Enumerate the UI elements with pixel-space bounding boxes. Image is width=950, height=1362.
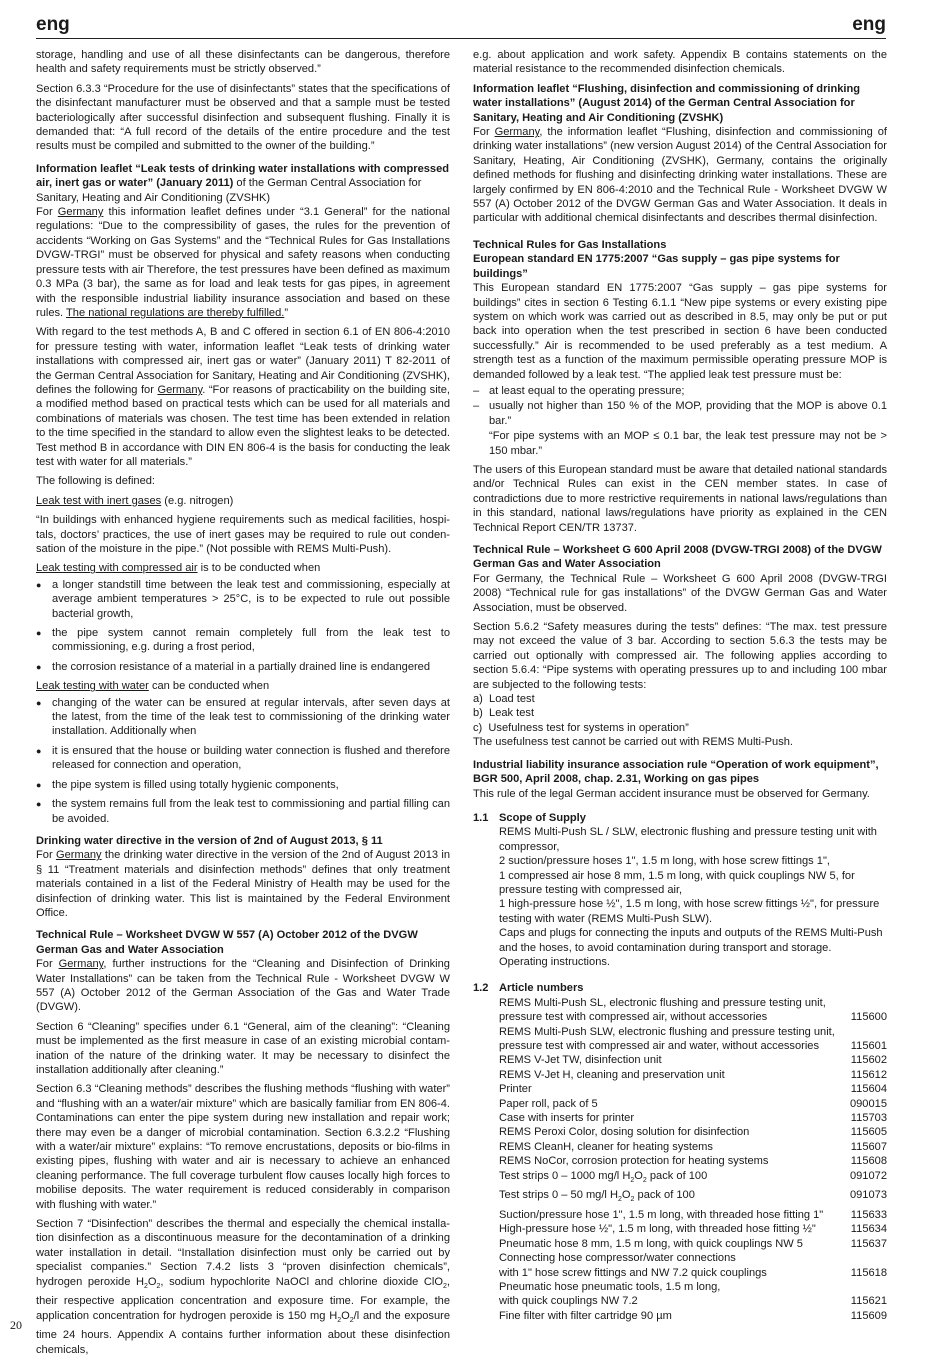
- article-name: Fine filter with filter cartridge 90 µm: [499, 1309, 672, 1322]
- list-item: a) Load test: [473, 693, 535, 706]
- article-row: [499, 1010, 887, 1024]
- article-name: with quick couplings NW 7.2: [499, 1295, 638, 1308]
- paragraph: storage, handling and use of all these disinfectants can be dangerous, therefore health and safety requirements must be strictly observed.”: [36, 49, 450, 76]
- section-heading-en1775: European standard EN 1775:2007 “Gas supply – gas pipe systems for buildings”: [473, 253, 840, 280]
- left-column: [36, 48, 450, 1362]
- article-number: 115600: [850, 1011, 887, 1024]
- paragraph: This European standard EN 1775:2007 “Gas supply – gas pipe systems for buildings” cites in section 6 Testing 6.1.1 “New pipe systems or every existing pipe system on which work was carried out as described in 8.5, may only be put or put back into operation when the test prescribed in section 6 have been conducted successfully.” Air is recommended to be used preferably as a test medium. A strength test as a function of the maximum permissible operating pressure MOP is demanded followed by a leak test. “The applied leak test pressure must be:: [473, 282, 887, 381]
- article-row: [499, 1237, 887, 1251]
- paragraph: Section 6.3.3 “Procedure for the use of disinfectants” states that the specifications of the disinfectant manufacturer must be observed and that a sample must be tested bacteriologically after successful disinfection and subsequent flushing. Finally it is demanded that: “A full record of the details of the entire procedure and the test results must be compiled and submitted to the owner of the building.”: [36, 82, 450, 153]
- article-row: [499, 1280, 887, 1294]
- article-row: [499, 1097, 887, 1111]
- article-number: 115634: [850, 1223, 887, 1236]
- article-row: Test strips 0 – 50 mg/l $H_2O_2$ pack of 100 091073: [499, 1189, 887, 1204]
- paragraph: The following is defined:: [36, 475, 156, 488]
- article-number: 115607: [850, 1140, 887, 1153]
- article-name: pressure test with compressed air and water, without accessories: [499, 1040, 820, 1052]
- article-number: 115621: [850, 1295, 887, 1308]
- test-list: [473, 692, 887, 735]
- header-language-right: eng: [852, 14, 886, 35]
- article-row: [499, 1251, 887, 1265]
- paragraph: With regard to the test methods A, B and C offered in section 6.1 of EN 806-4:2010 for pressure testing with water, information leaflet “Leak tests of drinking water installations with compressed air, inert gas or water” (January 2011) T 82-2011 of the German Central Association for Sanitary, Heating and Air Conditioning (ZVSHK), defines the following for Germany. “For reasons of practicability on the building site, a modified method based on practical tests which can be used for all materials and combinations of materials was chosen. The test time has been extended in relation to the time specified in the standard to allow even the slightest leaks to be detected. Test method B in accordance with DIN EN 806-4 is the basis for conducting the leak test with water for all materials.”: [36, 326, 451, 468]
- article-number: [849, 1025, 887, 1039]
- list-item: ● the pipe system cannot remain completely full from the leak test to commissioning, e.g. during a frost period,: [36, 626, 450, 655]
- article-name: REMS Peroxi Color, dosing solution for disinfection: [499, 1126, 750, 1139]
- paragraph: The users of this European standard must be aware that detailed national standards and/or Technical Rules can exist in the CEN member states. In case of contradictions due to more restrictive requirements in national laws/regulations than in this standard, national laws/regulations have priority as explained in the CEN Technical Report CEN/TR 13737.: [473, 463, 887, 534]
- section-title: Article numbers: [499, 982, 584, 995]
- list-item: – usually not higher than 150 % of the MOP, providing that the MOP is above 0.1 bar.”: [473, 399, 887, 428]
- article-number: 115602: [850, 1054, 887, 1067]
- section-number: 1.2: [473, 982, 489, 995]
- bullet-list-water: [36, 696, 450, 826]
- paragraph: The usefulness test cannot be carried out with REMS Multi-Push.: [473, 736, 794, 749]
- article-row: [499, 1266, 887, 1280]
- article-name: pressure test with compressed air, without accessories: [499, 1011, 768, 1024]
- list-item: c) Usefulness test for systems in operation”: [473, 721, 689, 734]
- article-name: High-pressure hose ½", 1.5 m long, with threaded hose fitting ½": [499, 1223, 816, 1236]
- article-number: 115609: [850, 1309, 887, 1322]
- section-title: Scope of Supply: [499, 811, 586, 824]
- list-item: REMS Multi-Push SL / SLW, electronic flushing and pressure testing unit with compressor,: [499, 826, 877, 853]
- paragraph: For Germany this information leaflet defines under “3.1 General” for the national regulations: “Due to the compressibility of gases, the rules for the prevention of accidents “Working on Gas Systems” and the “Technical Rules for Gas Installations DVGW-TRGI” must be observed for physical and safety reasons when conducting pressure tests with air Therefore, the test pressures have been defined as maximum 0.3 MPa (3 bar), the same as for load and leak tests for gas pipes, in agreement with the responsible industrial liability insurance association and based on these rules. The national regulations are thereby fulfilled.”: [36, 206, 450, 319]
- article-row: [499, 1039, 887, 1053]
- article-number: 115703: [850, 1112, 887, 1125]
- header-rule: [36, 38, 886, 39]
- article-number: 115633: [850, 1208, 887, 1221]
- paragraph: Leak testing with water can be conducted when: [36, 680, 270, 693]
- article-number: [849, 1280, 887, 1294]
- article-row: Test strips 0 – 1000 mg/l $H_2O_2$ pack of 100 091072: [499, 1169, 887, 1184]
- page-number: 20: [10, 1318, 22, 1332]
- section-heading-drinking-water-directive: Drinking water directive in the version of 2nd of August 2013, § 11: [36, 834, 383, 847]
- paragraph: For Germany, further instructions for the “Cleaning and Disinfection of Drinking Water Installations” can be taken from the Technical Rule - Worksheet DVGW W 557 (A) October 2012 of the German Association of the Gas and Water Trade (DVGW).: [36, 958, 450, 1014]
- paragraph: Leak testing with compressed air is to be conducted when: [36, 562, 321, 575]
- article-row: [499, 1025, 887, 1039]
- article-list: [499, 1208, 887, 1323]
- article-row: [499, 1068, 887, 1082]
- article-number: 115605: [850, 1126, 887, 1139]
- article-number: [849, 996, 887, 1010]
- paragraph: “For pipe systems with an MOP ≤ 0.1 bar, the leak test pressure may not be > 150 mbar.”: [489, 430, 887, 457]
- section-number: 1.1: [473, 811, 489, 824]
- list-item: ● changing of the water can be ensured at regular intervals, after seven days at the latest, from the time of the leak test to commissioning of the drinking water installation. Additionally when: [36, 696, 450, 739]
- section-heading-w557: Technical Rule – Worksheet DVGW W 557 (A) October 2012 of the DVGW German Gas and Water Association: [36, 929, 418, 956]
- article-name: Printer: [499, 1083, 532, 1096]
- article-row: [499, 1111, 887, 1125]
- article-number: 115618: [850, 1266, 887, 1279]
- article-name: Case with inserts for printer: [499, 1112, 635, 1125]
- article-number: [849, 1251, 887, 1265]
- article-number: 115608: [850, 1155, 887, 1168]
- article-name: REMS CleanH, cleaner for heating systems: [499, 1140, 713, 1153]
- article-name: REMS V-Jet TW, disinfection unit: [499, 1054, 662, 1067]
- list-item: 2 suction/pressure hoses 1", 1.5 m long, with hose screw fittings 1",: [499, 855, 830, 868]
- article-row: [499, 1154, 887, 1168]
- article-number: 090015: [849, 1097, 887, 1110]
- list-item: b) Leak test: [473, 707, 535, 720]
- section-heading-gas-rules: Technical Rules for Gas Installations: [473, 238, 667, 251]
- article-name: Pneumatic hose 8 mm, 1.5 m long, with quick couplings NW 5: [499, 1237, 803, 1250]
- article-number: 115612: [850, 1068, 887, 1081]
- paragraph: This rule of the legal German accident insurance must be observed for Germany.: [473, 787, 870, 800]
- paragraph: Section 6 “Cleaning” specifies under 6.1 “General, aim of the cleaning”: “Cleaning must be implemented as the first measure in case of an existing microbial contamination of the nature of the drinking water. It may be necessary to disinfect the installation additionally after cleaning.”: [36, 1020, 450, 1076]
- article-row: [499, 1309, 887, 1323]
- article-number: 115637: [850, 1237, 887, 1250]
- paragraph: Section 7 “Disinfection” describes the thermal and especially the chemical installation disinfection as a discontinuous measure for the decontamination of a drinking water installation in detail. “Installation disinfection must only be carried out by specialist companies.” Section 7.4.2 lists 3 “proven disinfection chemicals”, hydrogen peroxide $H_2O_2$, sodium hypochlorite NaOCl and chlorine dioxide ClO$_2$, their respective application concentration and exposure time. For example, the application concentration for hydrogen peroxide is 150 mg $H_2O_2/l$ and the exposure time 24 hours. Appendix A contains further information about these disinfection chemicals,: [36, 1218, 450, 1356]
- article-row: [499, 1208, 887, 1222]
- article-row: [499, 1125, 887, 1139]
- article-numbers-section: [473, 981, 887, 1323]
- article-list: [499, 996, 887, 1169]
- section-heading-g600: Technical Rule – Worksheet G 600 April 2008 (DVGW-TRGI 2008) of the DVGW German Gas and Water Association: [473, 544, 882, 571]
- list-item: ● the pipe system is filled using totally hygienic components,: [36, 778, 450, 792]
- right-column: [473, 48, 887, 1323]
- article-name: REMS Multi-Push SLW, electronic flushing and pressure testing unit,: [499, 1025, 835, 1038]
- paragraph: e.g. about application and work safety. Appendix B contains statements on the material resistance to the recommended disinfection chemicals.: [473, 49, 887, 76]
- list-item: ● a longer standstill time between the leak test and commissioning, especially at average ambient temperatures > 25°C, is to be expected to rule out possible bacterial growth,: [36, 578, 450, 621]
- list-item: ● the corrosion resistance of a material in a partially drained line is endangered: [36, 660, 450, 674]
- list-item: ● it is ensured that the house or building water connection is flushed and therefore released for connection and operation,: [36, 744, 450, 773]
- bullet-list-compressed-air: [36, 578, 450, 674]
- article-row: [499, 1082, 887, 1096]
- section-heading-leak-tests: Information leaflet “Leak tests of drinking water installations with compressed air, inert gas or water” (January 2011) of the German Central Association for Sanitary, Heating and Air Conditioning (ZVSHK): [36, 162, 450, 204]
- list-item: Operating instructions.: [499, 955, 610, 968]
- article-row: [499, 1140, 887, 1154]
- article-name: Suction/pressure hose 1", 1.5 m long, with threaded hose fitting 1": [499, 1208, 824, 1221]
- article-name: Pneumatic hose pneumatic tools, 1.5 m long,: [499, 1280, 721, 1293]
- paragraph: “In buildings with enhanced hygiene requirements such as medical facilities, hospitals, doctors’ practices, the use of inert gases may be required to rule out condensation of the moisture in the pipe.” (Not possible with REMS Multi-Push).: [36, 514, 450, 555]
- article-row: [499, 996, 887, 1010]
- article-number: 115604: [850, 1083, 887, 1096]
- section-heading-flushing-leaflet: Information leaflet “Flushing, disinfection and commissioning of drinking water installations” (August 2014) of the German Central Association for Sanitary, Heating and Air Conditioning (ZVSHK): [473, 82, 861, 124]
- scope-of-supply-section: [473, 811, 887, 969]
- section-heading-bgr500: Industrial liability insurance association rule “Operation of work equipment”, BGR 500, April 2008, chap. 2.31, Working on gas pipes: [473, 758, 879, 786]
- list-item: 1 high-pressure hose ½", 1.5 m long, with hose screw fittings ½", for pressure testing with water (REMS Multi-Push SLW).: [499, 898, 880, 925]
- article-name: REMS Multi-Push SL, electronic flushing and pressure testing unit,: [499, 996, 826, 1009]
- paragraph: Leak test with inert gases (e.g. nitrogen): [36, 494, 234, 507]
- paragraph: For Germany, the information leaflet “Flushing, disinfection and commissioning of drinking water installations” (new version August 2014) of the Central Association for Sanitary, Heating, Air Conditioning (ZVSHK), Germany, contains the originally defined methods for flushing and disinfecting drinking water installations. These are largely confirmed by EN 806-4:2010 and the Technical Rule - Worksheet DVGW W 557 (A) October 2012 of the DVGW German Gas and Water Association. It deals in particular with additional chemical disinfectants and describes thermal disinfection.: [473, 126, 887, 225]
- paragraph: Section 5.6.2 “Safety measures during the tests” defines: “The max. test pressure may not exceed the value of 3 bar. According to section 5.6.3 the tests may be carried out optionally with compressed air. The following applies according to section 5.6.4: “Pipe systems with operating pressures up to and including 100 mbar are subjected to the following tests:: [473, 621, 887, 691]
- list-item: ● the system remains full from the leak test to commissioning and partial filling can be avoided.: [36, 797, 450, 826]
- article-row: [499, 1294, 887, 1308]
- article-row: [499, 1053, 887, 1067]
- list-item: Caps and plugs for connecting the inputs and outputs of the REMS Multi-Push and the hoses, to avoid contamination during transport and storage.: [499, 927, 883, 954]
- paragraph: For Germany, the Technical Rule – Worksheet G 600 April 2008 (DVGW-TRGI 2008) “Technical rule for gas installations” of the DVGW German Gas and Water Association, must be observed.: [473, 572, 887, 614]
- paragraph: Section 6.3 “Cleaning methods” describes the flushing methods “flushing with water” and “flushing with an a water/air mixture” which are basically familiar from EN 806-4. Contaminations can enter the pipe system during new installation and repair work; there may even be a danger of microbial contamination. Section 6.3.2.2 “Flushing with a water/air mixture” explains: “To remove encrustations, deposits or bio-films in existing pipes, flushing with water and air is necessary to achieve an enhanced cleaning performance. The full coverage turbulent flow causes locally high forces to mobilise deposits. The water requirement is reduced considerably in comparison with flushing with water.”: [36, 1083, 450, 1211]
- article-name: with 1" hose screw fittings and NW 7.2 quick couplings: [499, 1266, 767, 1279]
- list-item: – at least equal to the operating pressure;: [473, 384, 887, 398]
- paragraph: For Germany the drinking water directive in the version of the 2nd of August 2013 in § 11 “Treatment materials and disinfection methods” defines that only treatment materials contained in a list of the Federal Ministry of Health may be used for the disinfection of drinking water. This list is maintained by the Federal Environment Office.: [36, 849, 450, 919]
- list-item: 1 compressed air hose 8 mm, 1.5 m long, with quick couplings NW 5, for pressure testing with compressed air,: [499, 869, 855, 896]
- article-name: Connecting hose compressor/water connections: [499, 1252, 736, 1265]
- article-name: Paper roll, pack of 5: [499, 1097, 598, 1110]
- article-number: 115601: [850, 1040, 887, 1052]
- header-language-left: eng: [36, 14, 70, 35]
- article-row: [499, 1222, 887, 1236]
- article-name: REMS NoCor, corrosion protection for heating systems: [499, 1155, 769, 1168]
- dash-list-pressure: [473, 384, 887, 428]
- article-name: REMS V-Jet H, cleaning and preservation unit: [499, 1068, 725, 1081]
